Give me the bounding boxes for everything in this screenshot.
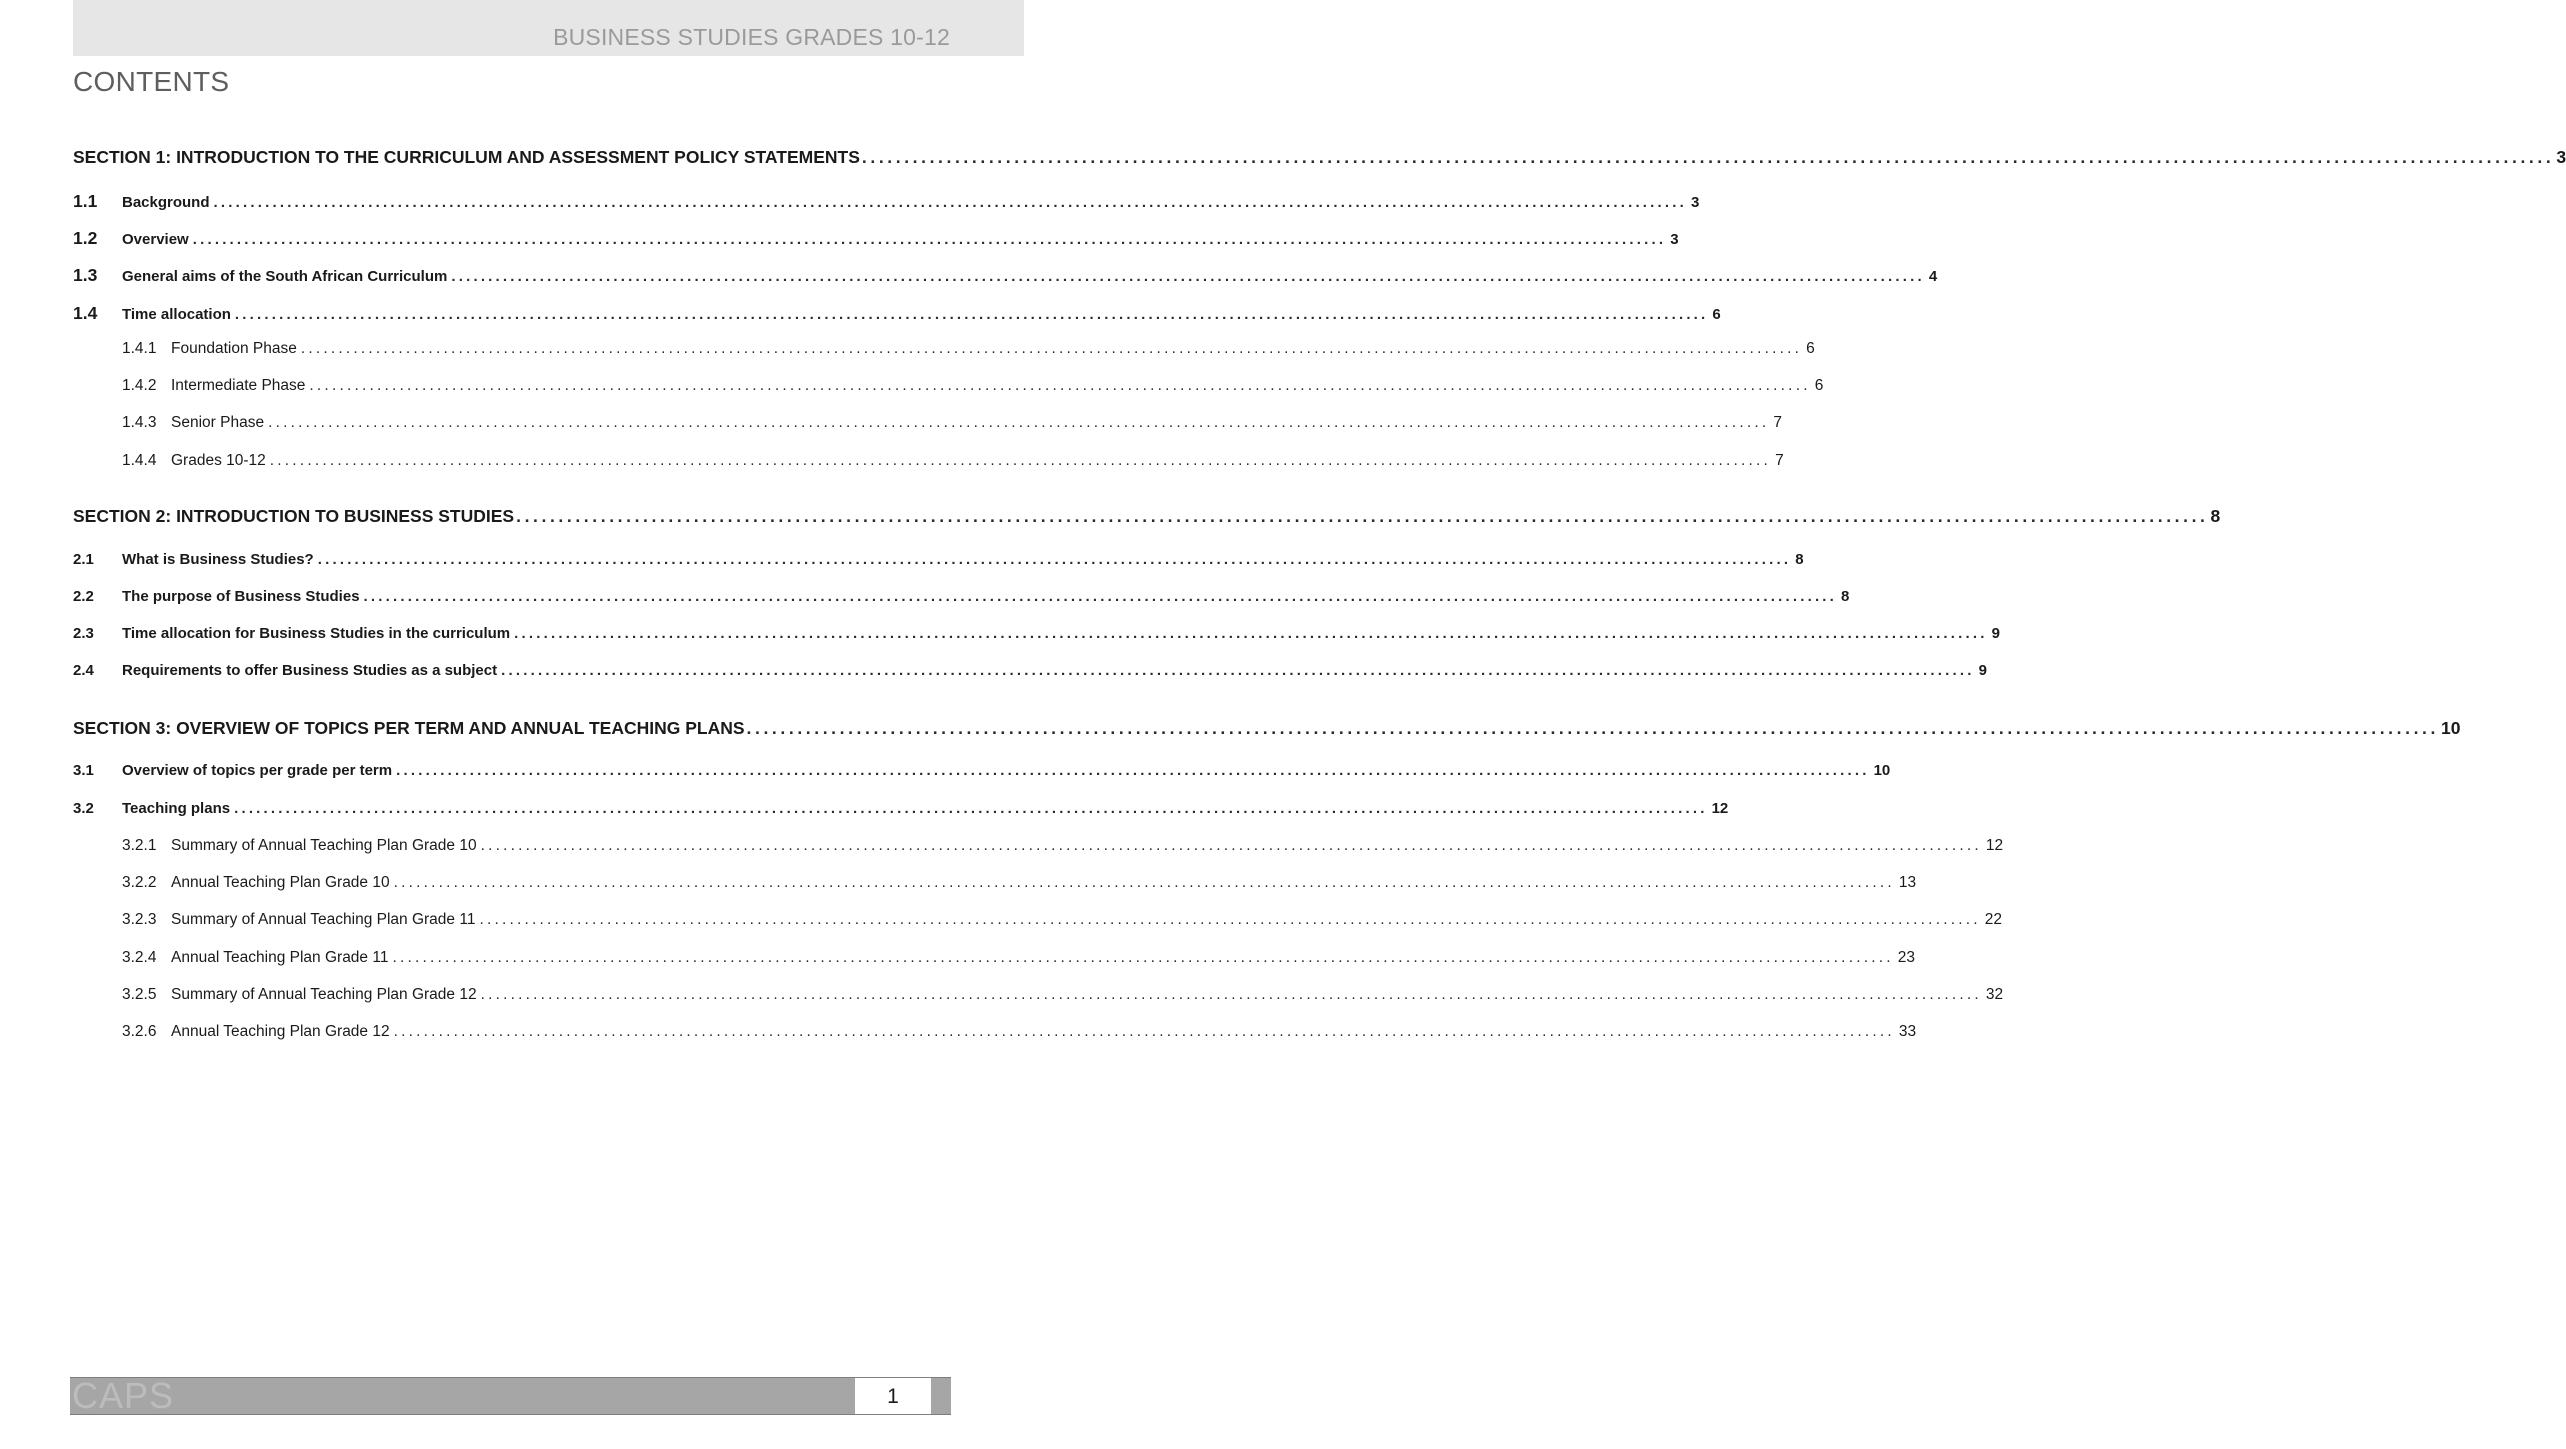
toc-entry-title: Annual Teaching Plan Grade 10	[171, 874, 390, 891]
leader-dots: ........................................................................................................................................................................................................	[300, 340, 1803, 357]
toc-entry-title: The purpose of Business Studies	[122, 588, 360, 605]
toc-entry-title: Summary of Annual Teaching Plan Grade 10	[171, 837, 477, 854]
toc-entry-title: Time allocation	[122, 306, 231, 323]
toc-entry-page: 7	[1773, 414, 1782, 431]
toc-entry-title: SECTION 3: OVERVIEW OF TOPICS PER TERM AND ANNUAL TEACHING PLANS	[73, 718, 745, 738]
toc-entry-page: 8	[1795, 551, 1804, 568]
toc-entry-number: 1.2	[73, 228, 98, 248]
toc-entry-title: SECTION 2: INTRODUCTION TO BUSINESS STUDIES	[73, 506, 515, 526]
leader-dots: ........................................................................................................................................................................................................	[392, 949, 1894, 966]
toc-entry-2-4[interactable]	[73, 662, 1987, 679]
toc-entry-number: 2.3	[73, 625, 94, 642]
toc-entry-title: Background	[122, 194, 210, 211]
toc-entry-title: Annual Teaching Plan Grade 11	[171, 949, 389, 966]
toc-entry-page: 8	[1841, 588, 1850, 605]
leader-dots: ........................................................................................................................................................................................................	[393, 874, 1895, 891]
toc-entry-page: 6	[1712, 306, 1721, 323]
toc-entry-number: 2.2	[73, 588, 94, 605]
toc-entry-number: 1.4	[73, 303, 98, 323]
toc-entry-1-4-3[interactable]	[73, 414, 1782, 432]
leader-dots: ........................................................................................................................................................................................................	[317, 551, 1792, 568]
leader-dots: ........................................................................................................................................................................................................	[480, 986, 1982, 1003]
toc-entry-3-2-6[interactable]	[73, 1023, 1917, 1041]
running-header: BUSINESS STUDIES GRADES 10-12	[553, 24, 950, 50]
leader-dots: ........................................................................................................................................................................................................	[861, 147, 2555, 167]
toc-entry-title: Grades 10-12	[171, 452, 266, 469]
toc-entry-3-2-4[interactable]	[73, 949, 1915, 967]
toc-entry-page: 12	[1711, 800, 1729, 817]
toc-entry-page: 32	[1985, 986, 2004, 1003]
toc-entry-page: 3	[2556, 147, 2566, 167]
leader-dots: ........................................................................................................................................................................................................	[234, 306, 1709, 323]
toc-entry-number: 3.1	[73, 762, 94, 779]
toc-entry-title: Requirements to offer Business Studies as a subject	[122, 662, 498, 679]
toc-entry-page: 9	[1991, 625, 2000, 642]
page-title: CONTENTS	[73, 66, 230, 97]
toc-entry-number: 3.2.3	[122, 911, 157, 928]
leader-dots: ........................................................................................................................................................................................................	[269, 452, 1772, 469]
leader-dots: ........................................................................................................................................................................................................	[234, 800, 1708, 817]
footer-label: CAPS	[72, 1375, 175, 1416]
footer-bar	[70, 1377, 951, 1415]
toc-entry-number: 2.4	[73, 662, 94, 679]
leader-dots: ........................................................................................................................................................................................................	[309, 377, 1811, 394]
toc-entry-2-3[interactable]	[73, 625, 2000, 642]
leader-dots: ........................................................................................................................................................................................................	[213, 194, 1688, 211]
toc-entry-number: 3.2.4	[122, 949, 157, 966]
toc-entry-title: SECTION 1: INTRODUCTION TO THE CURRICULUM AND ASSESSMENT POLICY STATEMENTS	[73, 147, 860, 167]
toc-entry-1-3[interactable]	[73, 265, 1938, 286]
leader-dots: ........................................................................................................................................................................................................	[451, 268, 1925, 285]
leader-dots: ........................................................................................................................................................................................................	[480, 837, 1982, 854]
toc-entry-page: 3	[1691, 194, 1700, 211]
toc-entry-title: Summary of Annual Teaching Plan Grade 12	[171, 986, 477, 1003]
leader-dots: ........................................................................................................................................................................................................	[393, 1023, 1895, 1040]
leader-dots: ........................................................................................................................................................................................................	[746, 718, 2439, 738]
toc-section-1[interactable]	[73, 147, 2566, 168]
toc-entry-page: 23	[1897, 949, 1915, 966]
toc-entry-page: 6	[1806, 340, 1815, 357]
leader-dots: ........................................................................................................................................................................................................	[501, 662, 1975, 679]
toc-entry-title: Annual Teaching Plan Grade 12	[171, 1023, 390, 1040]
leader-dots: ........................................................................................................................................................................................................	[268, 414, 1770, 431]
toc-entry-3-2-1[interactable]	[73, 837, 2004, 855]
toc-entry-3-2-3[interactable]	[73, 911, 2002, 929]
toc-entry-page: 10	[2440, 718, 2461, 738]
toc-entry-1-4-1[interactable]	[73, 340, 1815, 358]
toc-entry-number: 1.1	[73, 191, 98, 211]
toc-entry-page: 8	[2210, 506, 2221, 526]
toc-entry-title: What is Business Studies?	[122, 551, 314, 568]
toc-entry-3-2[interactable]	[73, 800, 1729, 817]
toc-entry-number: 1.4.3	[122, 414, 157, 431]
toc-entry-title: Summary of Annual Teaching Plan Grade 11	[171, 911, 476, 928]
toc-entry-page: 12	[1985, 837, 2004, 854]
toc-entry-3-1[interactable]	[73, 762, 1891, 779]
toc-entry-page: 9	[1978, 662, 1987, 679]
toc-entry-title: Time allocation for Business Studies in the curriculum	[122, 625, 511, 642]
toc-entry-number: 1.3	[73, 265, 98, 285]
toc-entry-page: 33	[1898, 1023, 1917, 1040]
toc-entry-1-4-2[interactable]	[73, 377, 1824, 395]
toc-entry-3-2-2[interactable]	[73, 874, 1917, 892]
toc-entry-title: Overview of topics per grade per term	[122, 762, 393, 779]
leader-dots: ........................................................................................................................................................................................................	[396, 762, 1870, 779]
toc-entry-title: Teaching plans	[122, 800, 231, 817]
toc-section-2[interactable]	[73, 506, 2221, 527]
toc-entry-number: 3.2	[73, 800, 94, 817]
toc-entry-number: 1.4.2	[122, 377, 157, 394]
toc-entry-number: 1.4.4	[122, 452, 157, 469]
toc-entry-1-2[interactable]	[73, 228, 1679, 249]
page-number: 1	[855, 1378, 931, 1414]
leader-dots: ........................................................................................................................................................................................................	[479, 911, 1981, 928]
toc-entry-page: 3	[1670, 231, 1679, 248]
toc-entry-3-2-5[interactable]	[73, 986, 2004, 1004]
toc-entry-page: 7	[1775, 452, 1784, 469]
toc-entry-page: 13	[1898, 874, 1917, 891]
toc-entry-number: 3.2.5	[122, 986, 157, 1003]
toc-entry-title: General aims of the South African Curriculum	[122, 268, 448, 285]
leader-dots: ........................................................................................................................................................................................................	[514, 625, 1988, 642]
toc-entry-number: 2.1	[73, 551, 94, 568]
toc-entry-page: 4	[1928, 268, 1938, 285]
toc-entry-page: 6	[1814, 377, 1824, 394]
toc-entry-title: Foundation Phase	[171, 340, 297, 357]
toc-entry-1-4-4[interactable]	[73, 452, 1784, 470]
toc-entry-2-2[interactable]	[73, 588, 1850, 605]
toc-entry-number: 1.4.1	[122, 340, 157, 357]
toc-entry-title: Intermediate Phase	[171, 377, 306, 394]
leader-dots: ........................................................................................................................................................................................................	[516, 506, 2209, 526]
toc-entry-number: 3.2.1	[122, 837, 157, 854]
toc-entry-title: Overview	[122, 231, 189, 248]
toc-entry-2-1[interactable]	[73, 551, 1804, 568]
toc-entry-1-4[interactable]	[73, 303, 1721, 324]
toc-entry-1-1[interactable]	[73, 191, 1700, 212]
leader-dots: ........................................................................................................................................................................................................	[192, 231, 1667, 248]
toc-entry-number: 3.2.6	[122, 1023, 157, 1040]
toc-section-3[interactable]	[73, 718, 2461, 739]
toc-entry-page: 22	[1984, 911, 2002, 928]
toc-entry-title: Senior Phase	[171, 414, 265, 431]
toc-entry-page: 10	[1873, 762, 1891, 779]
toc-entry-number: 3.2.2	[122, 874, 157, 891]
leader-dots: ........................................................................................................................................................................................................	[363, 588, 1838, 605]
